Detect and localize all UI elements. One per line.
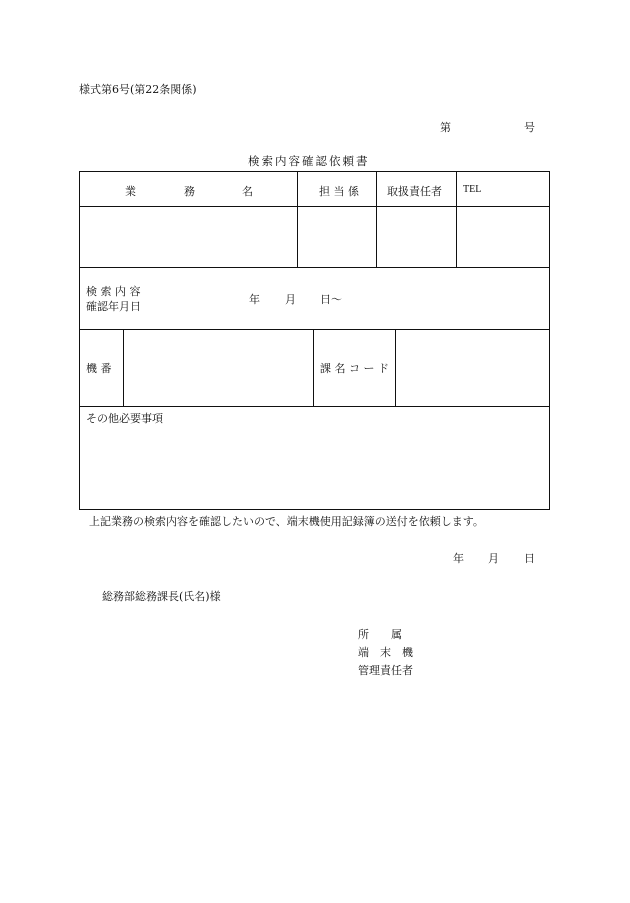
request-date-day: 日 [524, 552, 535, 565]
toriatsukai-label: 取扱責任者 [387, 185, 442, 198]
request-date-month: 月 [488, 552, 499, 565]
kakunin-date-label: 確認年月日 [86, 300, 141, 313]
form-number: 様式第6号(第22条関係) [79, 83, 197, 96]
tel-label: TEL [463, 184, 482, 195]
sonota-label: その他必要事項 [86, 412, 163, 425]
request-date-year: 年 [453, 552, 464, 565]
request-text: 上記業務の検索内容を確認したいので、端末機使用記録簿の送付を依頼します。 [89, 515, 484, 528]
gyomu-label-2: 務 [184, 185, 195, 198]
kensaku-label: 検 索 内 容 [86, 285, 141, 298]
row-divider [80, 206, 549, 207]
tanto-label: 担 当 係 [319, 185, 359, 198]
column-divider [456, 172, 457, 267]
signature-shozoku: 所 属 [358, 628, 402, 641]
column-divider [376, 172, 377, 267]
signature-kanri-sekininsha: 管理責任者 [358, 664, 413, 677]
column-divider [313, 329, 314, 406]
kamei-code-label: 課 名 コ ー ド [320, 362, 389, 375]
signature-tanmatsuki: 端 末 機 [358, 646, 413, 659]
column-divider [123, 329, 124, 406]
date-month: 月 [285, 293, 296, 306]
column-divider [297, 172, 298, 267]
date-year: 年 [249, 293, 260, 306]
gyomu-label-1: 業 [125, 185, 136, 198]
doc-number-dai: 第 [440, 121, 451, 134]
column-divider [395, 329, 396, 406]
row-divider [80, 406, 549, 407]
gyomu-label-3: 名 [242, 185, 253, 198]
page-title: 検索内容確認依頼書 [248, 154, 370, 168]
row-divider [80, 267, 549, 268]
date-day: 日〜 [320, 293, 342, 306]
request-form-table [79, 171, 550, 510]
addressee: 総務部総務課長(氏名)様 [102, 590, 221, 603]
row-divider [80, 329, 549, 330]
kiban-label: 機 番 [86, 362, 112, 375]
doc-number-go: 号 [524, 121, 535, 134]
